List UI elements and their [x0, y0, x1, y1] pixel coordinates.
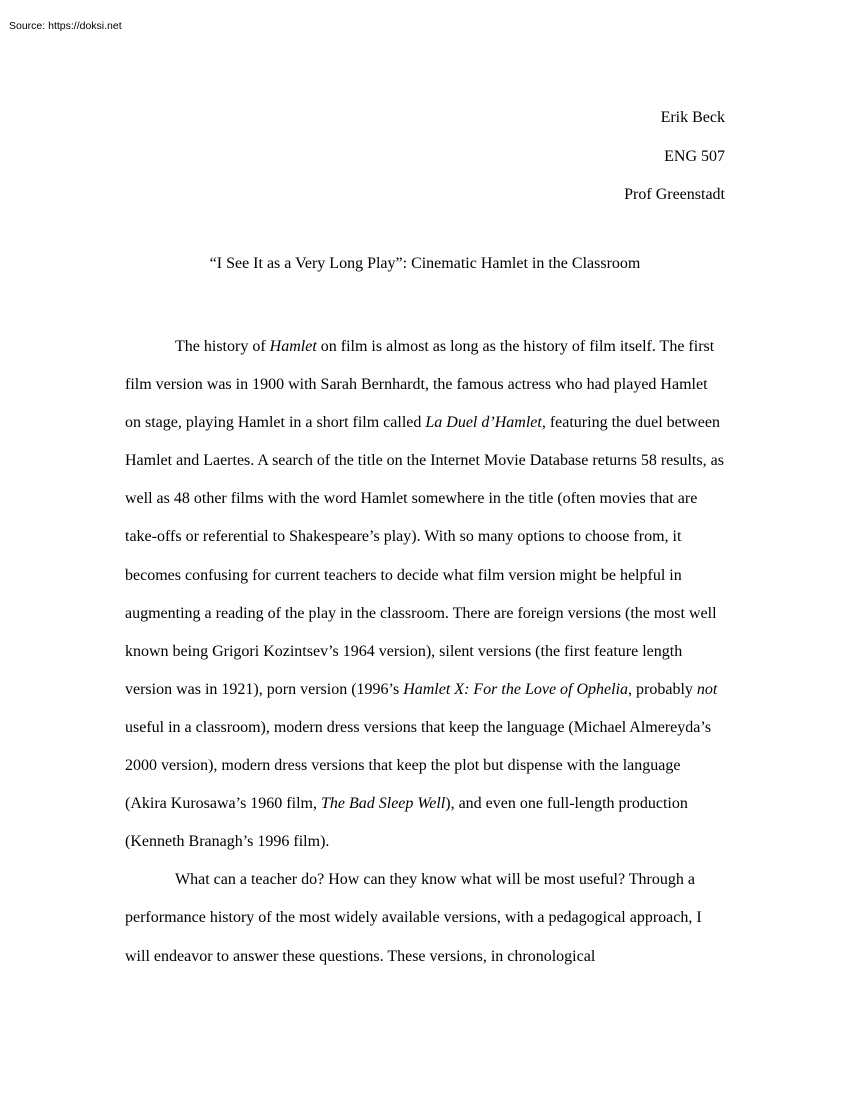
author-name: Erik Beck	[660, 109, 725, 126]
paragraph-1	[125, 328, 725, 861]
course-code: ENG 507	[664, 147, 725, 165]
paragraph-2	[125, 861, 725, 975]
italic-title: The Bad Sleep Well	[320, 795, 446, 813]
italic-title: La Duel d’Hamlet	[425, 414, 542, 432]
italic-emphasis: not	[696, 680, 718, 698]
paragraph-text: What can a teacher do? How can they know what will be most useful? Through a performance history of the most widely available versions, with a pedagogical approach, I will endeavor to answer these questions. These versions, in chronological	[125, 871, 702, 965]
paragraph-text: ), and even one full-length production (Kenneth Branagh’s 1996 film).	[125, 795, 688, 851]
professor-name: Prof Greenstadt	[624, 186, 725, 203]
source-label: Source: https://doksi.net	[9, 20, 122, 32]
document-header	[624, 99, 725, 215]
paragraph-text: on film is almost as long as the history of film itself. The first film version was in 1900 with Sarah Bernhardt, the famous actress who had played Hamlet on stage, playing Hamlet in a short film called	[125, 338, 715, 432]
paragraph-text: The history of	[175, 338, 270, 355]
italic-title: Hamlet	[269, 338, 317, 355]
document-title: “I See It as a Very Long Play”: Cinematic Hamlet in the Classroom	[209, 255, 641, 272]
paragraph-text: , probably	[628, 680, 697, 698]
italic-title: Hamlet X: For the Love of Ophelia	[403, 680, 629, 698]
document-body	[125, 328, 725, 976]
paragraph-text: useful in a classroom), modern dress versions that keep the language (Michael Almereyda’s 2000 version), modern dress versions that keep the plot but dispense with the language (Akira Kurosawa’s 1960 film,	[125, 718, 712, 813]
paragraph-text: , featuring the duel between Hamlet and Laertes. A search of the title on the Internet Movie Database returns 58 results, as well as 48 other films with the word Hamlet somewhere in the title (often movies that are take-offs or referential to Shakespeare’s play). With so many options to choose from, it becomes confusing for current teachers to decide what film version might be helpful in augmenting a reading of the play in the classroom. There are foreign versions (the most well known being Grigori Kozintsev’s 1964 version), silent versions (the first feature length version was in 1921), porn version (1996’s	[125, 414, 724, 698]
